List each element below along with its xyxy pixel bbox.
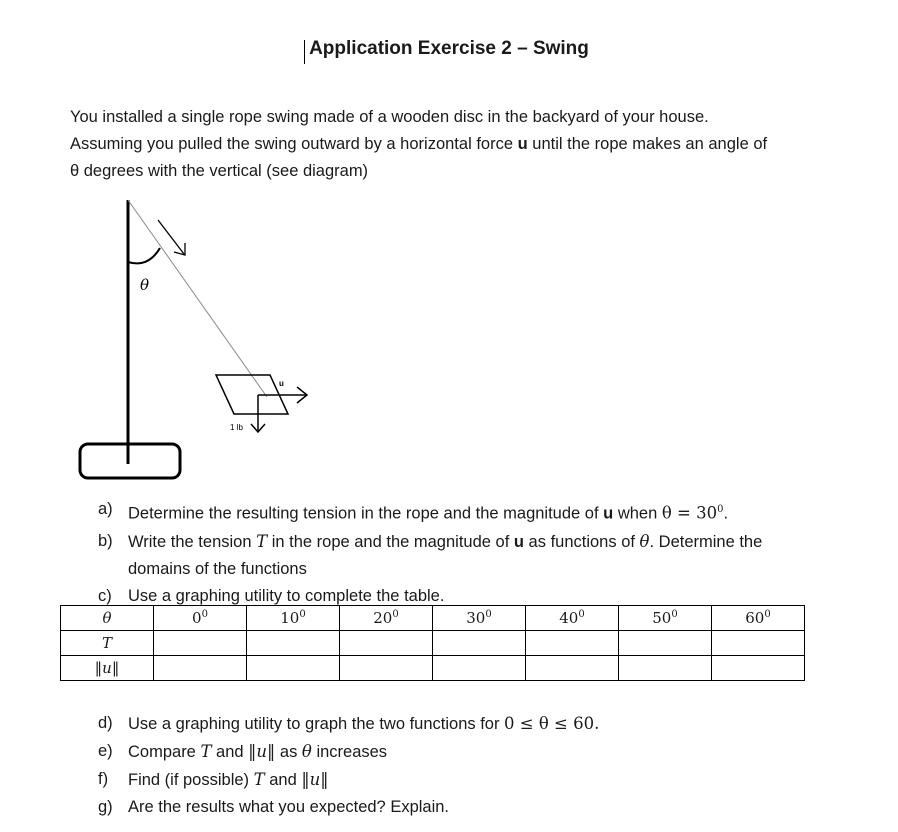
table-angle-cell: $30^0$ [433,606,526,631]
question-f: f) Find (if possible) T and ‖u‖ [98,770,329,789]
question-a: a) Determine the resulting tension in the rope and the magnitude of u when $\theta = 30^0$. [98,500,729,523]
weight-label: 1 lb [230,423,243,432]
table-cell[interactable] [154,656,247,681]
question-b-continued: domains of the functions [128,559,307,578]
table-row-u [61,656,805,681]
table-cell[interactable] [712,631,805,656]
intro-line-1: You installed a single rope swing made of a wooden disc in the backyard of your house. [70,108,709,126]
table-row-tension [61,631,805,656]
table-cell[interactable] [433,631,526,656]
table-cell[interactable] [619,631,712,656]
table-cell[interactable] [712,656,805,681]
table-row-theta [61,606,805,631]
table-cell[interactable] [340,656,433,681]
table-cell[interactable] [526,631,619,656]
table-angle-cell: $40^0$ [526,606,619,631]
intro-line-2: Assuming you pulled the swing outward by a horizontal force u until the rope makes an angle of [70,135,768,153]
question-b: b) Write the tension T in the rope and the magnitude of u as functions of θ. Determine the [98,531,763,551]
table-cell[interactable] [340,631,433,656]
table-cell[interactable] [247,656,340,681]
intro-line-3: θ degrees with the vertical (see diagram) [70,162,369,180]
table-angle-cell: $10^0$ [247,606,340,631]
intro-paragraph [70,104,850,185]
table-angle-cell: $50^0$ [619,606,712,631]
question-g: g) Are the results what you expected? Explain. [98,798,450,816]
table-cell[interactable] [247,631,340,656]
questions-d-g [98,710,599,821]
swing-rope [128,200,267,397]
table-angle-cell: $20^0$ [340,606,433,631]
questions-a-c [98,496,762,610]
table-cell[interactable] [433,656,526,681]
force-u-label: u [279,379,284,388]
table-header-theta: θ [61,606,154,631]
values-table [60,605,805,681]
table-angle-cell: $0^0$ [154,606,247,631]
table-cell[interactable] [154,631,247,656]
table-label-u: ‖u‖ [61,656,154,681]
swing-diagram [70,192,400,492]
question-c: c) Use a graphing utility to complete the table. [98,586,445,605]
page-title: Application Exercise 2 – Swing [309,38,589,59]
theta-arc [128,248,160,263]
swing-base [80,444,180,478]
theta-label: θ [140,276,150,294]
table-cell[interactable] [526,656,619,681]
question-e: e) Compare T and ‖u‖ as θ increases [98,742,388,761]
question-d: d) Use a graphing utility to graph the two functions for 0 ≤ θ ≤ 60. [98,714,600,733]
table-cell[interactable] [619,656,712,681]
table-label-T: T [61,631,154,656]
table-angle-cell: $60^0$ [712,606,805,631]
